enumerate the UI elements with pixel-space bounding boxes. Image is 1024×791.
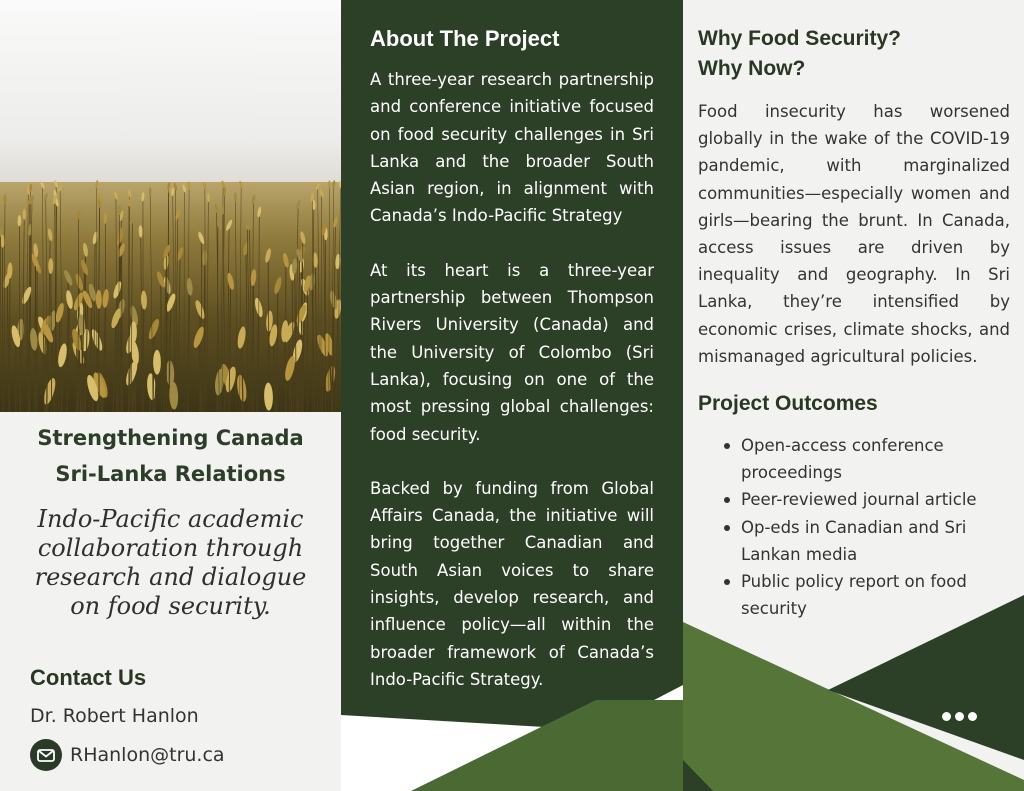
outcome-item: Peer-reviewed journal article [724,486,1010,513]
dot [968,712,977,721]
outcome-item: Open-access conference proceedings [724,432,1010,486]
contact-heading: Contact Us [30,665,147,690]
dot [942,712,951,721]
why-heading-line-1: Why Food Security? [698,27,902,50]
dot [955,712,964,721]
outcome-item: Op-eds in Canadian and Sri Lankan media [724,514,1010,568]
about-paragraph-1: A three-year research partnership and conference initiative focused on food security challenges in Sri Lanka and the broader South Asian region, in alignment with Canada’s Indo-Pacific Strategy [370,70,654,226]
why-paragraph: Food insecurity has worsened globally in the wake of the COVID-19 pandemic, with marginalized communities—especially women and girls—bearing the brunt. In Canada, access issues are driven by inequality and geography. In Sri Lanka, they’re intensified by economic crises, climate shocks, and mismanaged agricultural policies. [698,102,1010,366]
wheat-stalk [322,346,323,412]
contact-email-link[interactable]: RHanlon@tru.ca [70,744,225,766]
more-dots-icon [942,712,977,721]
title-line-1: Strengthening Canada [37,426,304,450]
about-paragraph-3: Backed by funding from Global Affairs Canada, the initiative will bring together Canadian and South Asian voices to share insights, develop research, and influence policy—all within the broader framework of Canada’s Indo-Pacific Strategy. [370,478,654,689]
left-panel [0,0,341,791]
tagline: Indo-Pacific academic collaboration through research and dialogue on food security. [34,505,307,620]
why-heading [698,24,1010,84]
about-paragraph-2: At its heart is a three-year partnership between Thompson Rivers University (Canada) and the University of Colombo (Sri Lanka), focusing on one of the most pressing global challenges: food security. [370,260,654,444]
sky-background [0,0,341,200]
why-section [698,24,1010,622]
wheat-field-photo [0,172,341,412]
wheat-head [153,350,161,375]
middle-panel [341,0,683,791]
contact-email-row[interactable] [30,739,225,771]
right-panel [683,0,1024,791]
why-heading-line-2: Why Now? [698,57,806,80]
about-section [370,26,654,720]
about-heading: About The Project [370,26,560,51]
outcomes-heading: Project Outcomes [698,392,878,416]
wheat-stalk [2,241,3,412]
outcome-item: Public policy report on food security [724,568,1010,622]
title-line-2: Sri-Lanka Relations [55,462,286,486]
mail-icon [30,739,62,771]
contact-name: Dr. Robert Hanlon [30,705,199,727]
outcomes-list [698,432,1010,622]
brochure-title [0,420,341,492]
